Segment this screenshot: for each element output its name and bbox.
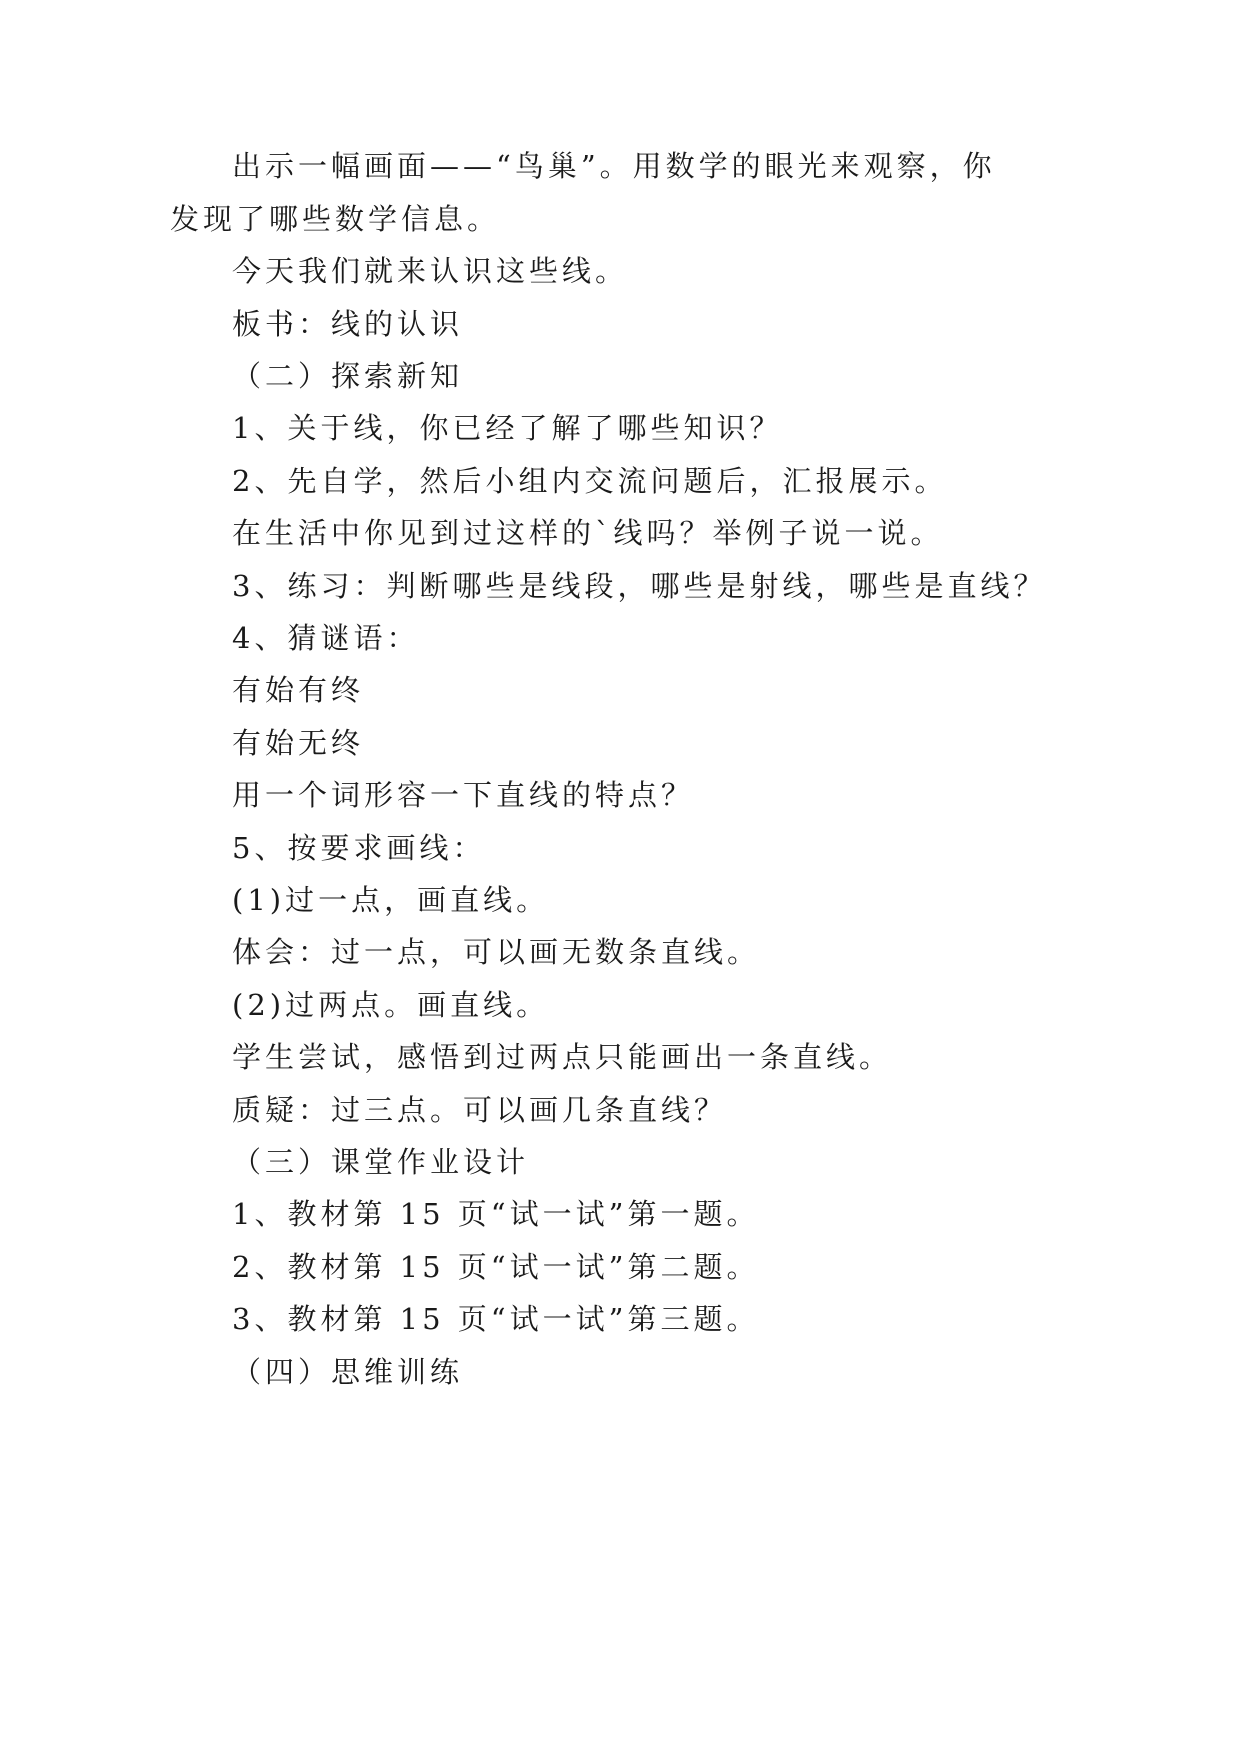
paragraph-line: 4、猜谜语： [232, 621, 420, 655]
paragraph-line: 发现了哪些数学信息。 [170, 202, 501, 236]
paragraph-line: 5、按要求画线： [232, 831, 486, 865]
paragraph-line: 用一个词形容一下直线的特点？ [232, 778, 695, 812]
paragraph-line: 板书：线的认识 [232, 307, 464, 341]
paragraph-line: 出示一幅画面——“鸟巢”。用数学的眼光来观察，你 [232, 149, 996, 183]
paragraph-line: 有始无终 [232, 726, 365, 760]
paragraph-line: 3、教材第 15 页“试一试”第三题。 [232, 1302, 760, 1336]
paragraph-line: 体会：过一点，可以画无数条直线。 [232, 935, 761, 969]
section-heading: （二）探索新知 [232, 359, 464, 393]
paragraph-line: 2、先自学，然后小组内交流问题后，汇报展示。 [232, 464, 948, 498]
paragraph-line: 今天我们就来认识这些线。 [232, 254, 629, 288]
paragraph-line: 有始有终 [232, 673, 365, 707]
section-heading: （四）思维训练 [232, 1355, 464, 1389]
paragraph-line: (1)过一点，画直线。 [232, 883, 550, 917]
paragraph-line: 3、练习：判断哪些是线段，哪些是射线，哪些是直线？ [232, 569, 1047, 603]
paragraph-line: 在生活中你见到过这样的`线吗？举例子说一说。 [232, 516, 944, 550]
paragraph-line: (2)过两点。画直线。 [232, 988, 550, 1022]
paragraph-line: 质疑：过三点。可以画几条直线？ [232, 1093, 728, 1127]
paragraph-line: 学生尝试，感悟到过两点只能画出一条直线。 [232, 1040, 893, 1074]
paragraph-line: 1、关于线，你已经了解了哪些知识？ [232, 411, 783, 445]
paragraph-line: 2、教材第 15 页“试一试”第二题。 [232, 1250, 760, 1284]
section-heading: （三）课堂作业设计 [232, 1145, 530, 1179]
paragraph-line: 1、教材第 15 页“试一试”第一题。 [232, 1197, 760, 1231]
